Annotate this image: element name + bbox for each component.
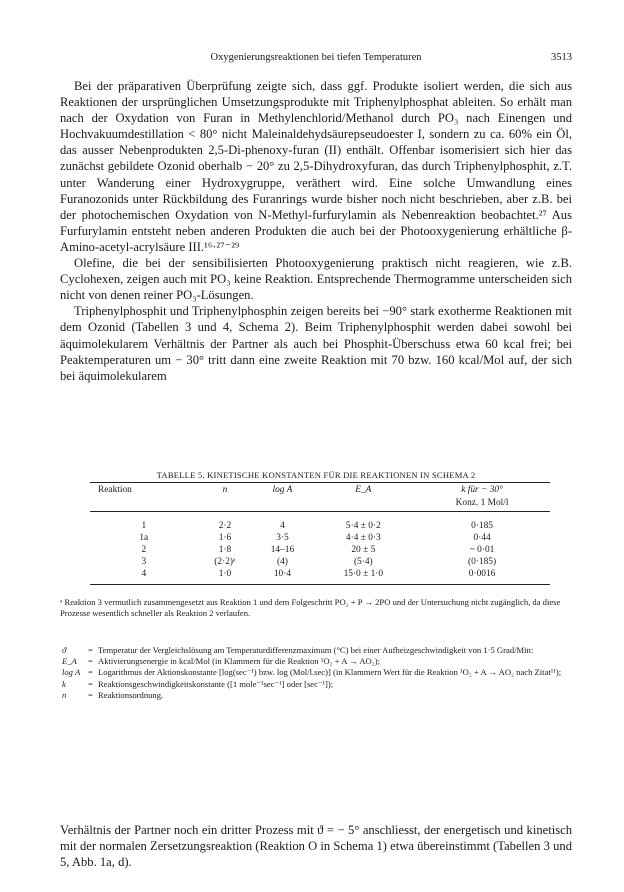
legend-symbol: log A: [62, 667, 81, 678]
table-footnote: ᵃ Reaktion 3 vermutlich zusammengesetzt aus Reaktion 1 und dem Folgeschritt PO₂ + P → 2PO und der Untersuchung nicht zugänglich, da diese Prozesse wesentlich schneller als Reaktion 2 verlaufen.: [60, 597, 561, 618]
table-cell: 14–16: [270, 545, 295, 555]
page-number: 3513: [551, 52, 572, 63]
table-cell: 3·5: [276, 533, 289, 543]
legend-item: k = Reaktionsgeschwindigkeitskonstante ([1 mole⁻¹sec⁻¹] oder [sec⁻¹]);: [60, 679, 572, 690]
table-cell: 1·8: [218, 545, 232, 555]
legend-text: Reaktionsgeschwindigkeitskonstante ([1 mole⁻¹sec⁻¹] oder [sec⁻¹]);: [98, 678, 334, 689]
table-header-k: k für − 30°: [414, 483, 550, 497]
table-header-k-units: Konz. 1 Mol/l: [455, 498, 509, 508]
table-cell: 4·4 ± 0·3: [345, 533, 381, 543]
table-row: [90, 544, 550, 556]
table-cell: (5·4): [353, 557, 373, 567]
table-cell: 0·185: [471, 521, 493, 531]
table-header-loga: log A: [252, 483, 312, 497]
table-cell: 15·0 ± 1·0: [313, 568, 415, 585]
table-cell: 0·0016: [414, 568, 550, 585]
table-cell: 3: [141, 557, 147, 567]
table-row: [90, 532, 550, 544]
paragraph-2: Olefine, die bei der sensibilisierten Photooxygenierung praktisch nicht reagieren, wie z.B. Cyclohexen, zeigen auch mit PO₃ keine Reaktion. Entsprechende Thermogramme unterscheiden sich nicht von denen reiner PO₃-Lösungen.: [60, 256, 572, 303]
legend-text: Logarithmus der Aktionskonstante [log(sec⁻¹) bzw. log (Mol/l.sec)] (in Klammern Wert für die Reaktion ¹O₂ + A → AO₂ nach Zitat¹¹);: [98, 667, 562, 678]
table-header-n: n: [198, 483, 253, 497]
table-cell: 20 ± 5: [351, 545, 376, 555]
table-cell: 10·4: [252, 568, 312, 585]
running-header: [60, 52, 572, 68]
table-cell: (4): [276, 557, 288, 567]
legend-item: log A = Logarithmus der Aktionskonstante [log(sec⁻¹) bzw. log (Mol/l.sec)] (in Klammern Wert für die Reaktion ¹O₂ + A → AO₂ nach Zitat¹¹);: [60, 667, 572, 678]
table-cell: 4: [90, 568, 198, 585]
table-header-reaktion: Reaktion: [90, 483, 198, 497]
table-row: [90, 556, 550, 568]
paragraph-1: Bei der präparativen Überprüfung zeigte sich, dass ggf. Produkte isoliert werden, die sich aus Reaktionen der ursprünglichen Umsetzungsprodukte mit Triphenylphosphat ableiten. So erhält man nach der Oxydation von Furan in Methylenchlorid/Methanol durch PO₃ nach Einengen und Hochvakuumdestillation < 80° nicht Maleinaldehydsäurepseudoester I, sondern zu ca. 60% ein Öl, das ausser Nebenprodukten 2,5-Di-phenoxy-furan (II) enthält. Offenbar isomerisiert sich hier das zunächst gebildete Ozonid oberhalb − 20° zu 2,5-Dihydroxyfuran, das durch Triphenylphosphit, z.T. unter Wanderung einer Hydroxygruppe, veräthert wird. Eine solche Umwandlung eines Furanozonids unter Rückbildung des Furanrings wurde bisher noch nicht beschrieben, aber z.B. bei der photochemischen Oxydation von N-Methyl-furfurylamin als Nebenreaktion beobachtet.²⁷ Aus Furfurylamin entsteht neben anderen Produkten die auch bei der Photooxygenierung erhältliche β-Amino-acetyl-acrylsäure III.¹⁶·²⁷⁻²⁹: [60, 79, 572, 254]
table-cell: 0·44: [473, 533, 491, 543]
closing-text: [60, 822, 572, 870]
kinetics-table: [90, 482, 550, 585]
table-cell: ~ 0·01: [469, 545, 495, 555]
header-title: Oxygenierungsreaktionen bei tiefen Temperaturen: [210, 52, 422, 63]
legend-item: E_A = Aktivierungsenergie in kcal/Mol (in Klammern für die Reaktion ¹O₂ + A → AO₂);: [60, 656, 572, 667]
table-caption: TABELLE 5. KINETISCHE KONSTANTEN FÜR DIE REAKTIONEN IN SCHEMA 2: [156, 470, 476, 480]
legend-symbol: ϑ: [62, 645, 67, 655]
table-cell: 1a: [139, 533, 149, 543]
table-cell: 2: [141, 545, 147, 555]
table-cell: 1·6: [218, 533, 232, 543]
legend-symbol: E_A: [62, 656, 77, 667]
table-row: [90, 568, 550, 585]
paragraph-3: Triphenylphosphit und Triphenylphosphin zeigen bereits bei −90° stark exotherme Reaktionen mit dem Ozonid (Tabellen 3 und 4, Schema 2). Beim Triphenylphosphit werden dabei sowohl bei äquimolekularem Verhältnis der Partner als auch bei Phosphit-Überschuss etwa 60 kcal frei; bei Peaktemperaturen um − 30° tritt dann eine zweite Reaktion mit 70 bzw. 160 kcal/Mol auf, der sich bei äquimolekularem: [60, 304, 572, 383]
legend-text: Temperatur der Vergleichslösung am Temperaturdifferenzmaximum (°C) bei einer Aufheizgeschwindigkeit von 1·5 Grad/Min:: [98, 645, 534, 655]
table-row: [90, 512, 550, 533]
table-cell: 4: [280, 521, 285, 531]
table-cell: 2·2: [218, 521, 232, 531]
table-header-ea: E_A: [313, 483, 415, 497]
table-cell: 5·4 ± 0·2: [345, 521, 381, 531]
symbol-legend: [60, 645, 572, 701]
main-text: [60, 78, 572, 384]
legend-item: ϑ = Temperatur der Vergleichslösung am Temperaturdifferenzmaximum (°C) bei einer Aufheizgeschwindigkeit von 1·5 Grad/Min:: [60, 645, 572, 656]
legend-symbol: n: [62, 689, 67, 700]
table-cell: 1: [141, 521, 147, 531]
table-cell: (0·185): [467, 557, 497, 567]
legend-item: n = Reaktionsordnung.: [60, 690, 572, 701]
closing-paragraph: Verhältnis der Partner noch ein dritter Prozess mit ϑ = − 5° anschliesst, der energetisch und kinetisch mit der normalen Zersetzungsreaktion (Reaktion O in Schema 1) etwa übereinstimmt (Tabellen 3 und 5, Abb. 1a, d).: [60, 823, 572, 870]
table-cell: 1·0: [198, 568, 253, 585]
table-cell: (2·2)ᵃ: [214, 557, 236, 567]
legend-symbol: k: [62, 678, 66, 689]
legend-text: Aktivierungsenergie in kcal/Mol (in Klammern für die Reaktion ¹O₂ + A → AO₂);: [98, 656, 380, 667]
legend-text: Reaktionsordnung.: [98, 689, 164, 700]
